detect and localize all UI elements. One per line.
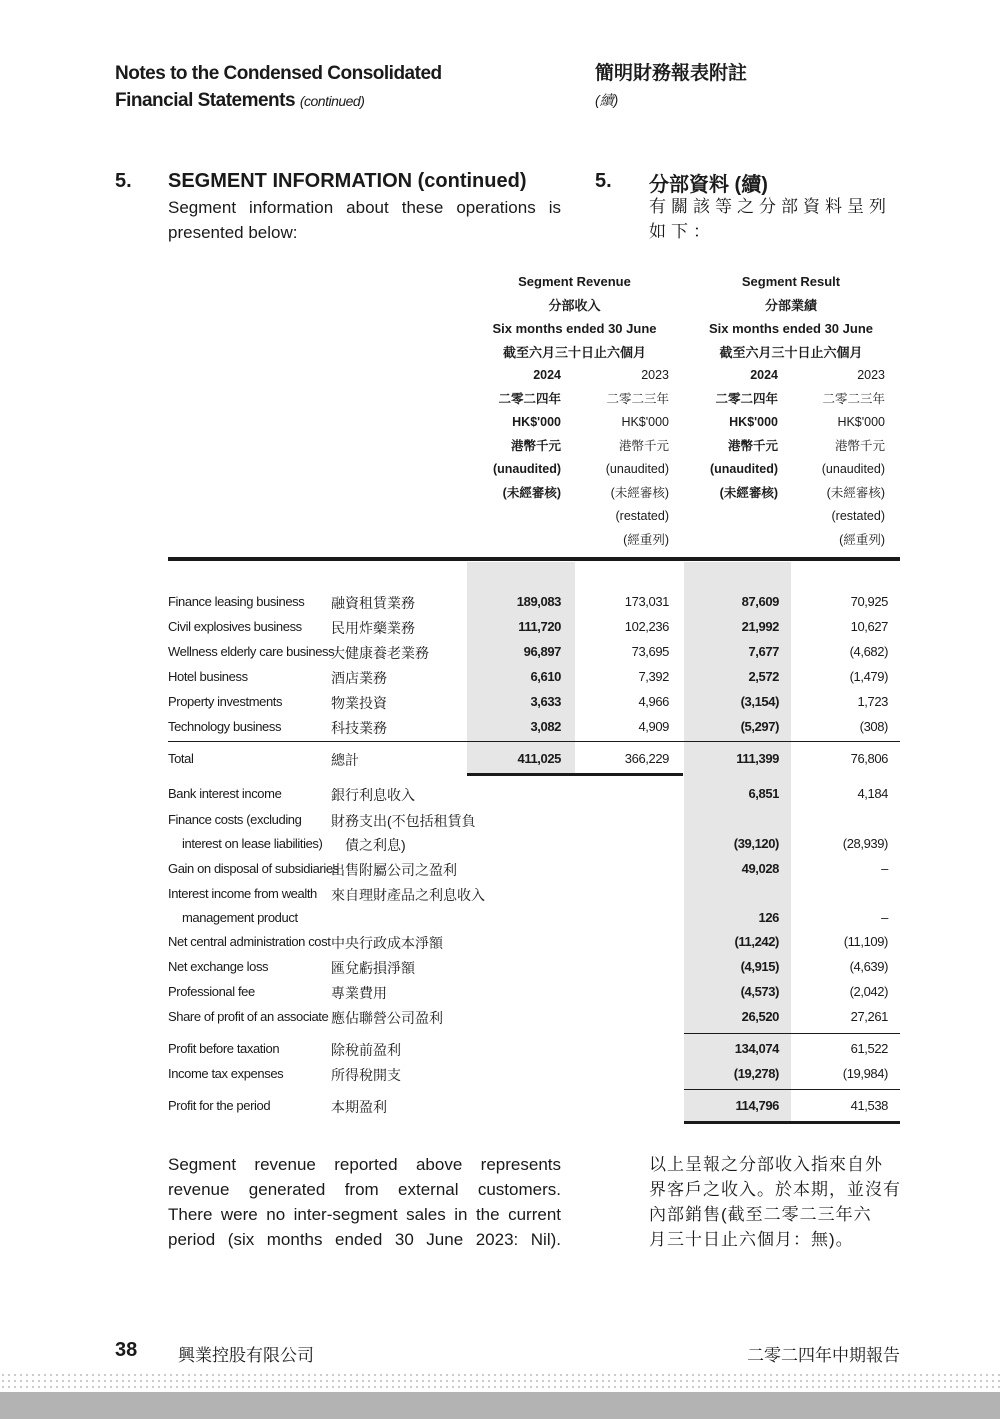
col4-restated-zh: (經重列): [839, 532, 885, 547]
cell-result-2024: 49,028: [741, 861, 779, 876]
col4-status-zh: (未經審核): [826, 485, 885, 500]
cell-result-2023: (308): [859, 719, 888, 734]
intro-zh-line2: 如下：: [649, 222, 715, 241]
col4-status: (unaudited): [821, 462, 885, 476]
row-label-zh-cont: 債之利息): [345, 837, 406, 853]
cell-result-2023: (2,042): [849, 984, 888, 999]
col2-year-zh: 二零二三年: [606, 391, 669, 406]
cell-revenue-2023: 366,229: [624, 751, 669, 766]
row-label-en: Hotel business: [168, 669, 248, 684]
table-row: [168, 980, 900, 1005]
tax-rule: [684, 1089, 900, 1090]
row-label-en: Income tax expenses: [168, 1066, 284, 1081]
col2-unit-zh: 港幣千元: [618, 438, 669, 453]
column-header-3: [684, 364, 778, 505]
group-header-result: [684, 270, 898, 364]
table-row: [168, 615, 900, 640]
column-header-4: [791, 364, 885, 552]
row-label-zh: 科技業務: [331, 720, 387, 736]
col1-status-zh: (未經審核): [502, 485, 561, 500]
header-continued-en: (continued): [299, 93, 365, 109]
cell-result-2024: 87,609: [741, 594, 779, 609]
col4-unit-zh: 港幣千元: [834, 438, 885, 453]
col4-unit: HK$'000: [837, 415, 885, 429]
col1-unit-zh: 港幣千元: [510, 438, 561, 453]
cell-result-2023: (1,479): [849, 669, 888, 684]
table-row: [168, 808, 900, 858]
col1-status: (unaudited): [492, 462, 561, 476]
cell-result-2024: 111,399: [736, 751, 779, 766]
revenue-total-rule: [467, 773, 683, 776]
header-title-zh: [595, 60, 747, 114]
cell-result-2024: 6,851: [748, 786, 779, 801]
row-label-zh: 專業費用: [331, 985, 387, 1001]
table-row: [168, 715, 900, 740]
intro-en-line2: presented below:: [168, 223, 298, 242]
header-title-en-line2: Financial Statements: [115, 90, 296, 111]
row-label-en-cont: interest on lease liabilities): [182, 836, 323, 851]
cell-revenue-2023: 73,695: [631, 644, 669, 659]
row-label-en-cont: management product: [182, 910, 298, 925]
note-en: [168, 1152, 561, 1252]
cell-revenue-2024: 411,025: [517, 751, 561, 766]
table-row: [168, 857, 900, 882]
table-row: [168, 782, 900, 807]
col4-year: 2023: [857, 368, 885, 382]
row-label-zh: 民用炸藥業務: [331, 620, 415, 636]
income-tax-row: [168, 1062, 900, 1087]
row-label-zh: 酒店業務: [331, 670, 387, 686]
cell-result-2023: (11,109): [843, 934, 888, 949]
cell-result-2023: (4,682): [849, 644, 888, 659]
row-label-en: Profit for the period: [168, 1098, 271, 1113]
cell-revenue-2024: 111,720: [518, 619, 561, 634]
cell-revenue-2023: 102,236: [624, 619, 669, 634]
row-label-zh: 來自理財產品之利息收入: [331, 887, 485, 903]
row-label-zh: 中央行政成本淨額: [331, 935, 443, 951]
cell-result-2024: 21,992: [741, 619, 779, 634]
row-label-zh: 本期盈利: [331, 1099, 387, 1115]
row-label-zh: 財務支出(不包括租賃負: [331, 813, 476, 829]
cell-result-2023: 4,184: [857, 786, 888, 801]
row-label-en: Technology business: [168, 719, 282, 734]
intro-zh-line1: 有關該等之分部資料呈列: [649, 197, 891, 216]
cell-result-2024: 134,074: [734, 1041, 779, 1056]
col3-status: (unaudited): [709, 462, 778, 476]
row-label-en: Profit before taxation: [168, 1041, 280, 1056]
col1-year: 2024: [533, 368, 561, 382]
col4-restated: (restated): [831, 509, 885, 523]
col3-status-zh: (未經審核): [719, 485, 778, 500]
group-revenue-period-zh: 截至六月三十日止六個月: [502, 344, 646, 360]
profit-for-period-row: [168, 1094, 900, 1119]
cell-result-2023: (4,639): [849, 959, 888, 974]
cell-result-2023: –: [881, 910, 888, 925]
header-title-en: [115, 60, 442, 115]
row-label-en: Professional fee: [168, 984, 255, 999]
cell-revenue-2024: 6,610: [530, 669, 561, 684]
group-result-title-en: Segment Result: [741, 274, 841, 289]
section-title-zh: 分部資料 (續): [649, 174, 768, 196]
table-row: [168, 1005, 900, 1030]
row-label-en: Gain on disposal of subsidiaries: [168, 861, 339, 876]
row-label-en: Wellness elderly care business: [168, 644, 335, 659]
header-title-en-line1: Notes to the Condensed Consolidated: [115, 63, 442, 84]
cell-revenue-2023: 4,909: [638, 719, 669, 734]
row-label-zh: 出售附屬公司之盈利: [331, 862, 457, 878]
cell-revenue-2024: 96,897: [523, 644, 561, 659]
profit-before-tax-row: [168, 1037, 900, 1062]
row-label-en: Finance leasing business: [168, 594, 305, 609]
row-label-zh: 大健康養老業務: [331, 645, 429, 661]
row-label-zh: 銀行利息收入: [331, 787, 415, 803]
header-continued-zh: (續): [595, 92, 619, 108]
col2-restated-zh: (經重列): [623, 532, 669, 547]
footer-dot-pattern: [0, 1372, 1000, 1390]
table-row: [168, 640, 900, 665]
section-intro-en: [168, 195, 561, 245]
column-header-2: [575, 364, 669, 552]
col3-unit: HK$'000: [729, 415, 778, 429]
col2-status-zh: (未經審核): [610, 485, 669, 500]
cell-result-2024: (39,120): [733, 836, 779, 851]
group-revenue-title-zh: 分部收入: [548, 297, 601, 313]
note-zh-line: 內部銷售(截至二零二三年六: [649, 1205, 872, 1224]
note-en-line: period (six months ended 30 June 2023: Nil).: [168, 1230, 561, 1249]
cell-result-2024: (3,154): [740, 694, 779, 709]
header-title-zh-text: 簡明財務報表附註: [595, 63, 748, 84]
footer-company: 興業控股有限公司: [178, 1346, 314, 1365]
page-number: 38: [115, 1339, 138, 1361]
note-zh-line: 以上呈報之分部收入指來自外: [649, 1155, 883, 1174]
row-label-zh: 匯兌虧損淨額: [331, 960, 415, 976]
table-row: [168, 690, 900, 715]
cell-result-2023: 10,627: [850, 619, 888, 634]
row-label-en: Total: [168, 751, 194, 766]
cell-result-2024: (5,297): [740, 719, 779, 734]
cell-revenue-2023: 4,966: [638, 694, 669, 709]
section-number-zh: 5.: [595, 170, 612, 192]
cell-result-2023: 41,538: [850, 1098, 888, 1113]
cell-result-2024: (11,242): [734, 934, 779, 949]
cell-result-2023: (28,939): [842, 836, 888, 851]
note-zh-line: 界客戶之收入。於本期，並沒有: [649, 1180, 901, 1199]
footer-band: [0, 1392, 1000, 1419]
note-en-line: There were no inter-segment sales in the current: [168, 1205, 561, 1224]
cell-revenue-2024: 3,633: [530, 694, 561, 709]
col1-unit: HK$'000: [512, 415, 561, 429]
cell-result-2024: (4,573): [740, 984, 779, 999]
col1-year-zh: 二零二四年: [498, 391, 561, 406]
cell-result-2023: –: [881, 861, 888, 876]
group-revenue-title-en: Segment Revenue: [518, 274, 631, 289]
cell-result-2023: 76,806: [850, 751, 888, 766]
group-result-period-zh: 截至六月三十日止六個月: [719, 344, 863, 360]
note-en-line: revenue generated from external customers.: [168, 1180, 561, 1199]
group-header-revenue: [467, 270, 682, 364]
row-label-en: Interest income from wealth: [168, 886, 317, 901]
note-en-line: Segment revenue reported above represents: [168, 1155, 561, 1174]
row-label-zh: 物業投資: [331, 695, 387, 711]
col3-year-zh: 二零二四年: [715, 391, 778, 406]
cell-revenue-2023: 7,392: [638, 669, 669, 684]
cell-revenue-2024: 3,082: [530, 719, 561, 734]
cell-result-2023: 27,261: [850, 1009, 888, 1024]
row-label-zh: 除稅前盈利: [331, 1042, 401, 1058]
table-row: [168, 882, 900, 932]
cell-revenue-2024: 189,083: [516, 594, 561, 609]
pbt-rule: [684, 1033, 900, 1034]
cell-result-2023: 70,925: [850, 594, 888, 609]
cell-result-2024: (19,278): [733, 1066, 779, 1081]
section-number-en: 5.: [115, 170, 132, 192]
subtotal-rule: [168, 741, 900, 742]
cell-result-2023: (19,984): [842, 1066, 888, 1081]
column-header-1: [467, 364, 561, 505]
col2-year: 2023: [641, 368, 669, 382]
table-row: [168, 955, 900, 980]
row-label-zh: 融資租賃業務: [331, 595, 415, 611]
table-row: [168, 930, 900, 955]
note-zh: [649, 1152, 901, 1252]
row-label-en: Net central administration cost: [168, 934, 331, 949]
table-row: [168, 590, 900, 615]
total-row: [168, 747, 900, 772]
row-label-zh: 總計: [331, 752, 359, 768]
group-revenue-period-en: Six months ended 30 June: [492, 321, 657, 336]
group-result-title-zh: 分部業績: [764, 297, 817, 313]
table-row: [168, 665, 900, 690]
cell-revenue-2023: 173,031: [624, 594, 669, 609]
row-label-en: Bank interest income: [168, 786, 282, 801]
section-title-en: SEGMENT INFORMATION (continued): [168, 170, 527, 192]
cell-result-2023: 1,723: [857, 694, 888, 709]
row-label-en: Net exchange loss: [168, 959, 269, 974]
row-label-zh: 應佔聯營公司盈利: [331, 1010, 443, 1026]
col4-year-zh: 二零二三年: [822, 391, 885, 406]
col2-status: (unaudited): [605, 462, 669, 476]
cell-result-2023: 61,522: [850, 1041, 888, 1056]
col3-unit-zh: 港幣千元: [727, 438, 778, 453]
row-label-en: Property investments: [168, 694, 283, 709]
header-rule: [168, 557, 900, 561]
section-intro-zh: [649, 194, 901, 244]
row-label-zh: 所得稅開支: [331, 1067, 401, 1083]
group-result-period-en: Six months ended 30 June: [709, 321, 873, 336]
row-label-en: Finance costs (excluding: [168, 812, 302, 827]
cell-result-2024: 2,572: [748, 669, 779, 684]
cell-result-2024: 7,677: [748, 644, 779, 659]
cell-result-2024: 26,520: [741, 1009, 779, 1024]
profit-rule: [684, 1121, 900, 1124]
cell-result-2024: 126: [758, 910, 779, 925]
intro-en-line1: Segment information about these operations is: [168, 198, 561, 217]
row-label-en: Civil explosives business: [168, 619, 302, 634]
col2-restated: (restated): [615, 509, 669, 523]
col2-unit: HK$'000: [621, 415, 669, 429]
cell-result-2024: (4,915): [740, 959, 779, 974]
note-zh-line: 月三十日止六個月：無)。: [649, 1230, 854, 1249]
footer-report: 二零二四年中期報告: [747, 1346, 900, 1365]
col3-year: 2024: [750, 368, 778, 382]
cell-result-2024: 114,796: [735, 1098, 779, 1113]
row-label-en: Share of profit of an associate: [168, 1009, 329, 1024]
